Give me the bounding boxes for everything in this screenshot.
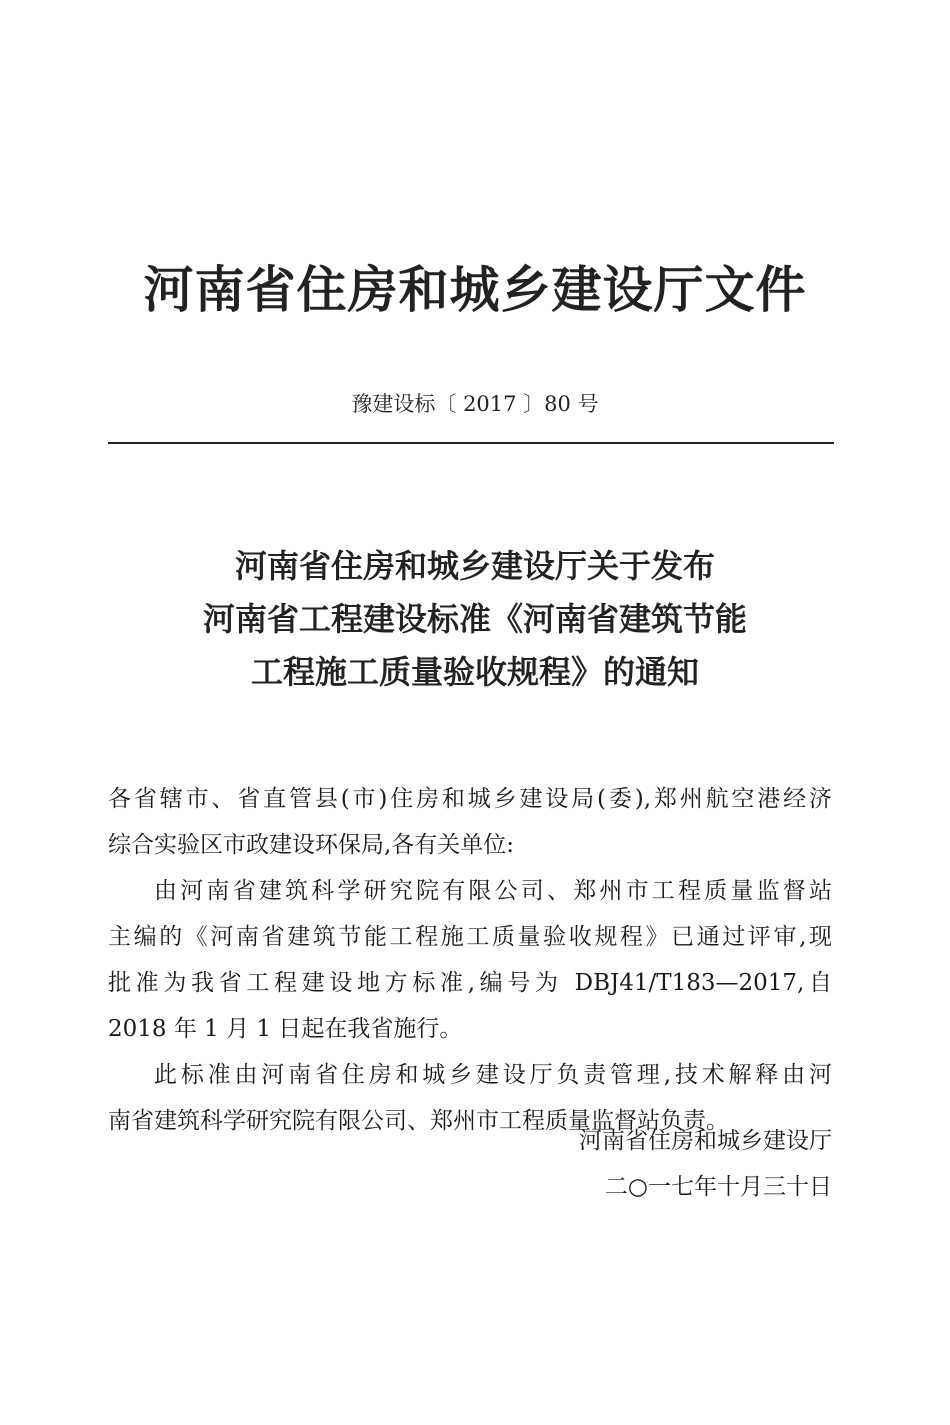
- notice-body: [108, 776, 832, 1144]
- notice-title-line: 河南省住房和城乡建设厅关于发布: [234, 547, 715, 585]
- paragraph-line: 批准为我省工程建设地方标准,编号为 DBJ41/T183—2017,自: [108, 970, 832, 996]
- notice-title-line: 河南省工程建设标准《河南省建筑节能: [202, 600, 747, 638]
- masthead-title: 河南省住房和城乡建设厅文件: [143, 260, 807, 319]
- signature-block: [520, 1118, 832, 1210]
- addressee-line: 各省辖市、省直管县(市)住房和城乡建设局(委),郑州航空港经济: [108, 786, 832, 812]
- notice-title-line: 工程施工质量验收规程》的通知: [250, 653, 699, 691]
- paragraph-line: 此标准由河南省住房和城乡建设厅负责管理,技术解释由河: [154, 1062, 832, 1088]
- document-number: 豫建设标〔 2017 〕80 号: [351, 392, 599, 416]
- paragraph-line: 主编的《河南省建筑节能工程施工质量验收规程》已通过评审,现: [108, 924, 832, 950]
- header-divider: [108, 442, 834, 444]
- paragraph-line: 由河南省建筑科学研究院有限公司、郑州市工程质量监督站: [154, 878, 832, 904]
- issuer-name: 河南省住房和城乡建设厅: [579, 1128, 832, 1154]
- issue-date: 二○一七年十月三十日: [604, 1174, 832, 1200]
- addressee-line: 综合实验区市政建设环保局,各有关单位:: [108, 832, 515, 858]
- paragraph-line: 南省建筑科学研究院有限公司、郑州市工程质量监督站负责。: [108, 1108, 729, 1134]
- notice-title: [0, 540, 950, 699]
- paragraph-line: 2018 年 1 月 1 日起在我省施行。: [108, 1016, 463, 1042]
